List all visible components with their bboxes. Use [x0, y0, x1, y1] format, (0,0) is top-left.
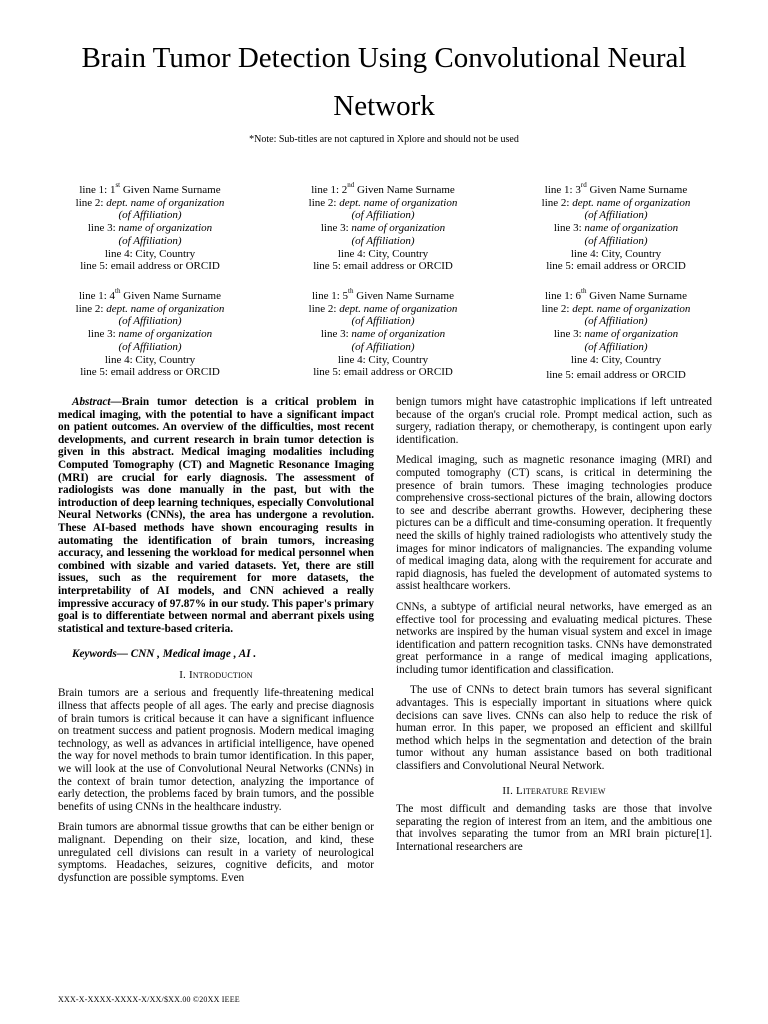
copyright-footer: XXX-X-XXXX-XXXX-X/XX/$XX.00 ©20XX IEEE	[58, 995, 240, 1004]
author-affiliation: (of Affiliation)	[584, 340, 648, 353]
author-line4: line 4: City, Country	[570, 247, 662, 260]
author-block-6	[516, 287, 716, 382]
author-line4: line 4: City, Country	[570, 353, 662, 366]
author-line3: line 3: name of organization	[87, 328, 213, 341]
author-line4: line 4: City, Country	[104, 353, 196, 366]
author-line2: line 2: dept. name of organization	[308, 302, 458, 315]
author-line1: line 1: 2nd Given Name Surname	[311, 181, 455, 196]
author-line5: line 5: email address or ORCID	[80, 260, 220, 273]
right-paragraph-3: CNNs, a subtype of artificial neural networks, have emerged as an effective tool for processing and evaluating medical pictures. These networks are inspired by the human visual system and excel in image identification and pattern recognition tasks. CNNs have demonstrated great performance in a range of medical imaging applications, including tumor identification and classification.	[396, 600, 712, 676]
author-line5: line 5: email address or ORCID	[313, 366, 453, 379]
author-line2: line 2: dept. name of organization	[75, 302, 225, 315]
intro-paragraph-1: Brain tumors are a serious and frequently life-threatening medical illness that affects people of all ages. The early and precise diagnosis of brain tumors is critical because it can have a significant influence on treatment success and patient prognosis. Modern medical imaging technology, as well as advances in artificial intelligence, have opened the way for novel methods to brain tumor identification. In this paper, we will look at the use of Convolutional Neural Networks (CNNs) in the context of brain tumor detection, analyzing the importance of early detection, the problems faced by brain tumors, and the possible benefits of using CNNs in the healthcare industry.	[58, 687, 374, 813]
right-paragraph-1: benign tumors might have catastrophic implications if left untreated because of the organ's crucial role. Prompt medical action, such as surgery, radiation therapy, or chemotherapy, is contingent upon early identification.	[396, 396, 712, 446]
subtitle-note: *Note: Sub-titles are not captured in Xplore and should not be used	[249, 134, 519, 145]
author-affiliation: (of Affiliation)	[118, 234, 182, 247]
author-block-4	[50, 287, 250, 379]
paper-title: Brain Tumor Detection Using Convolutional Neural Network	[81, 42, 687, 122]
author-line3: line 3: name of organization	[320, 328, 446, 341]
author-line2: line 2: dept. name of organization	[75, 196, 225, 209]
author-line4: line 4: City, Country	[337, 353, 429, 366]
author-line2: line 2: dept. name of organization	[541, 196, 691, 209]
author-line5: line 5: email address or ORCID	[80, 366, 220, 379]
author-affiliation: (of Affiliation)	[118, 209, 182, 222]
author-affiliation: (of Affiliation)	[351, 234, 415, 247]
author-affiliation: (of Affiliation)	[584, 315, 648, 328]
author-line3: line 3: name of organization	[87, 222, 213, 235]
author-block-2	[283, 181, 483, 273]
intro-paragraph-2: Brain tumors are abnormal tissue growths that can be either benign or malignant. Depending on their size, location, and kind, these unregulated cell divisions can result in a variety of neurological symptoms. Headaches, seizures, cognitive deficits, and motor dysfunction are possible symptoms. Even	[58, 821, 374, 884]
author-line1: line 1: 1st Given Name Surname	[79, 181, 221, 196]
author-line3: line 3: name of organization	[553, 222, 679, 235]
author-line1: line 1: 6th Given Name Surname	[544, 287, 687, 302]
abstract: Abstract—Brain tumor detection is a critical problem in medical imaging, with the potential to have a significant impact on patient outcomes. An overview of the difficulties, most recent developments, and current research in brain tumor detection is given in this abstract. Medical imaging modalities including Computed Tomography (CT) and Magnetic Resonance Imaging (MRI) are crucial for early diagnosis. The assessment of radiologists was done manually in the past, but with the introduction of deep learning techniques, especially Convolutional Neural Networks (CNNs), the area has undergone a revolution. These AI-based methods have shown encouraging results in automating the identification of brain tumors, increasing accuracy, and lessening the workload for medical personnel when combined with sizable and varied datasets. Yet, there are still issues, such as the requirement for more datasets, the interpretability of AI models, and CNN achieved a really impressive accuracy of 97.87% in our study. This paper's primary goal is to differentiate between normal and aberrant pixels using statistical and texture-based criteria.	[58, 396, 374, 635]
author-affiliation: (of Affiliation)	[118, 340, 182, 353]
keywords: Keywords— CNN , Medical image , AI .	[72, 648, 257, 661]
author-line3: line 3: name of organization	[320, 222, 446, 235]
author-line2: line 2: dept. name of organization	[308, 196, 458, 209]
author-line3: line 3: name of organization	[553, 328, 679, 341]
lit-review-paragraph-1: The most difficult and demanding tasks are those that involve separating the region of interest from an item, and the ambitious one that involves separating the tumor from an MRI brain picture[1]. International researchers are	[396, 803, 712, 853]
author-line1: line 1: 5th Given Name Surname	[311, 287, 454, 302]
author-affiliation: (of Affiliation)	[584, 234, 648, 247]
right-paragraph-4: The use of CNNs to detect brain tumors has several significant advantages. This is especially important in situations where quick decisions can save lives. CNNs can also help to reduce the risk of human error. In this paper, we proposed an efficient and skillful method which helps in the segmentation and detection of the brain tumor without any human assistance based on both traditional classifiers and Convolutional Neural Network.	[396, 684, 712, 773]
right-column	[396, 396, 712, 854]
section-heading-literature-review: II. Literature Review	[502, 784, 606, 797]
author-block-3	[516, 181, 716, 273]
author-line5: line 5: email address or ORCID	[546, 369, 686, 382]
author-affiliation: (of Affiliation)	[351, 315, 415, 328]
author-line4: line 4: City, Country	[337, 247, 429, 260]
author-line5: line 5: email address or ORCID	[313, 260, 453, 273]
author-line1: line 1: 3rd Given Name Surname	[544, 181, 688, 196]
author-block-5	[283, 287, 483, 379]
author-block-1	[50, 181, 250, 273]
author-affiliation: (of Affiliation)	[351, 340, 415, 353]
author-line1: line 1: 4th Given Name Surname	[78, 287, 221, 302]
section-heading-introduction: I. Introduction	[179, 668, 253, 681]
author-affiliation: (of Affiliation)	[118, 315, 182, 328]
author-line5: line 5: email address or ORCID	[546, 260, 686, 273]
author-line2: line 2: dept. name of organization	[541, 302, 691, 315]
author-affiliation: (of Affiliation)	[351, 209, 415, 222]
left-column	[58, 396, 374, 884]
right-paragraph-2: Medical imaging, such as magnetic resonance imaging (MRI) and computed tomography (CT) scans, is critical in determining the presence of brain tumors. These imaging technologies produce comprehensive cross-sectional pictures of the brain, allowing doctors to see and describe aberrant growths. However, deciphering these pictures can be a difficult and time-consuming operation. It frequently need the skills of highly trained radiologists who attentively study the images for minor indicators of malignancies. The expanding volume of medical imaging data, along with the requirement for accurate and rapid diagnosis, has fueled the development of automated systems to assist healthcare workers.	[396, 454, 712, 593]
author-line4: line 4: City, Country	[104, 247, 196, 260]
author-affiliation: (of Affiliation)	[584, 209, 648, 222]
